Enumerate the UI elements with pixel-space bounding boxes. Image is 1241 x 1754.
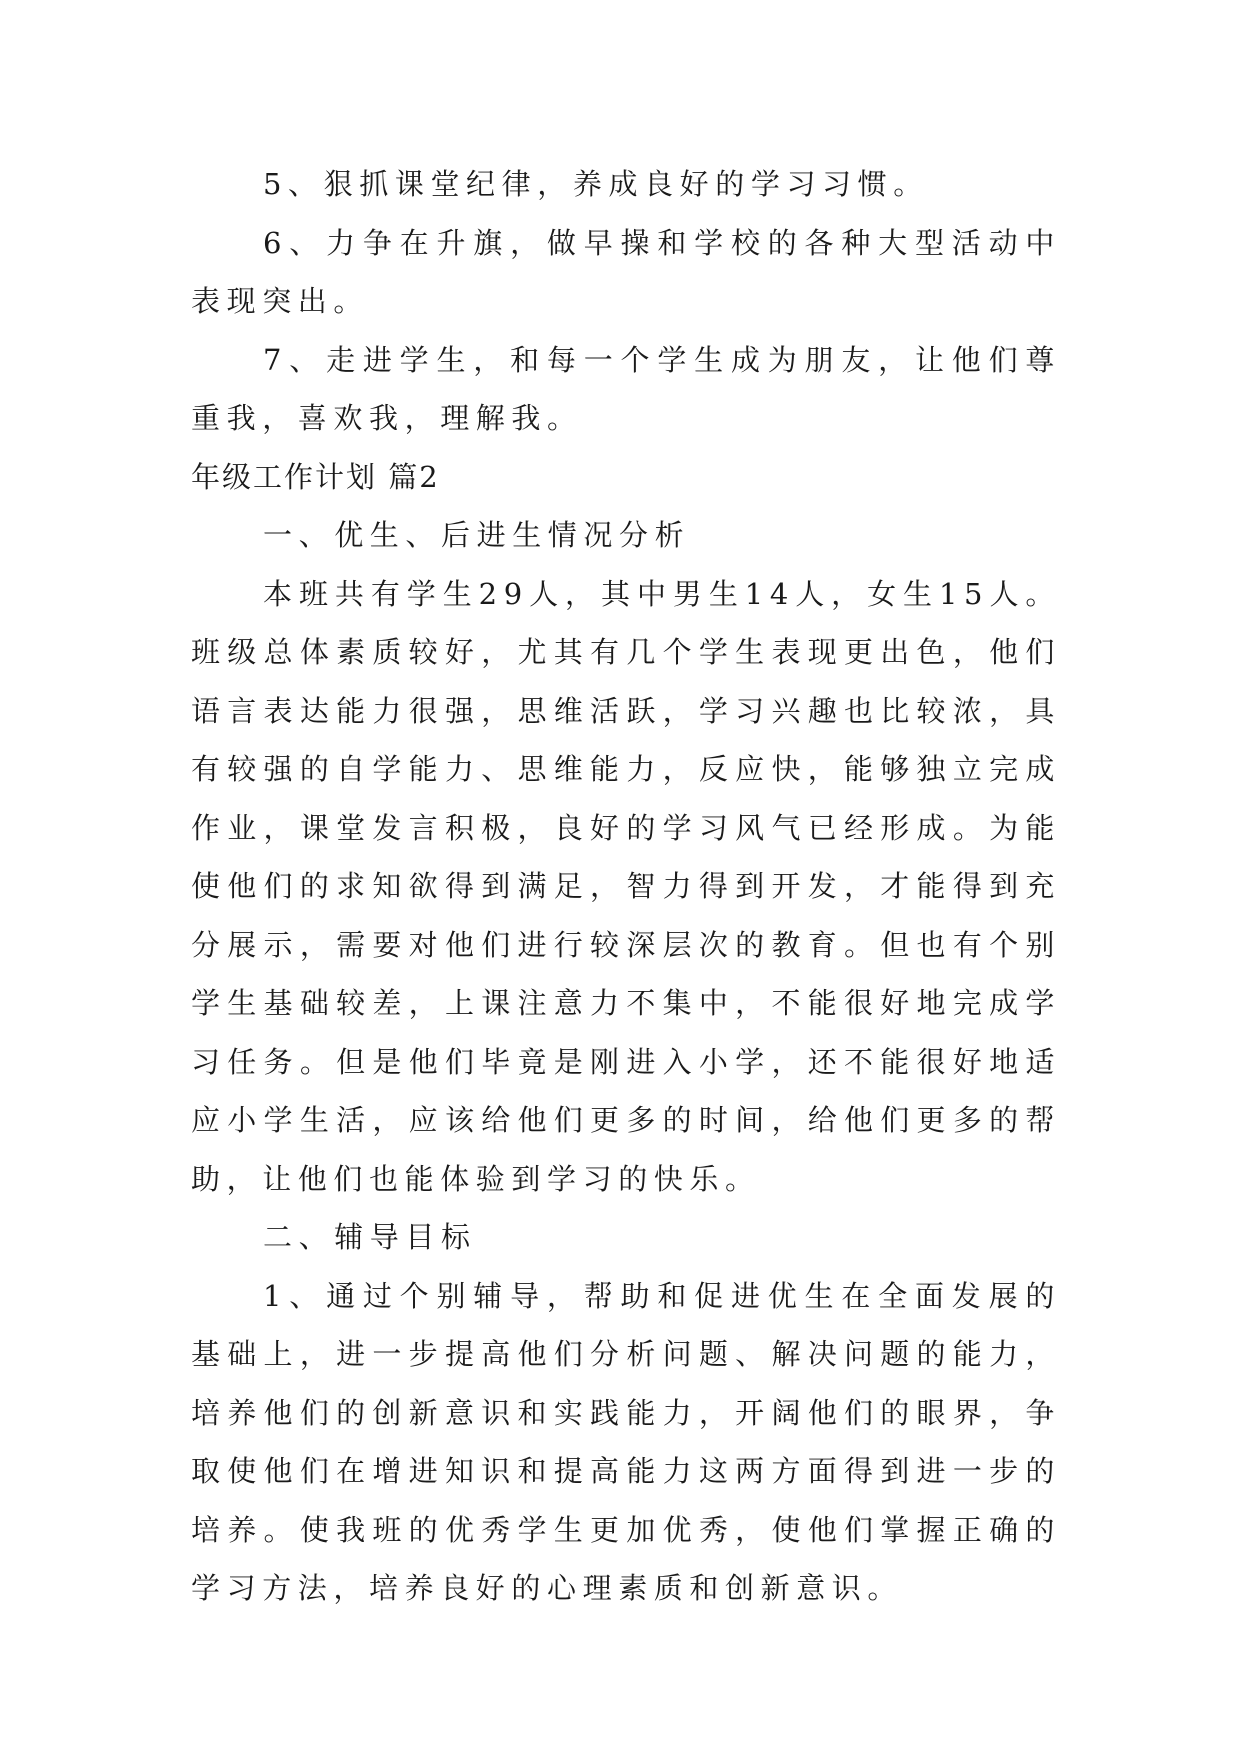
- paragraph-item-5: 5、狠抓课堂纪律，养成良好的学习习惯。: [263, 167, 929, 201]
- paragraph-goal-1: 1、通过个别辅导，帮助和促进优生在全面发展的基础上，进一步提高他们分析问题、解决问题的能力，培养他们的创新意识和实践能力，开阔他们的眼界，争取使他们在增进知识和提高能力这两方面得到进一步的培养。使我班的优秀学生更加优秀，使他们掌握正确的学习方法，培养良好的心理素质和创新意识。: [191, 1278, 1061, 1605]
- section-heading: 年级工作计划 篇2: [191, 459, 440, 494]
- document-body: [191, 155, 1061, 1618]
- subheading-analysis: 一、优生、后进生情况分析: [263, 518, 691, 552]
- paragraph-class-analysis: 本班共有学生29人，其中男生14人，女生15人。班级总体素质较好，尤其有几个学生表现更出色，他们语言表达能力很强，思维活跃，学习兴趣也比较浓，具有较强的自学能力、思维能力，反应快，能够独立完成作业，课堂发言积极，良好的学习风气已经形成。为能使他们的求知欲得到满足，智力得到开发，才能得到充分展示，需要对他们进行较深层次的教育。但也有个别学生基础较差，上课注意力不集中，不能很好地完成学习任务。但是他们毕竟是刚进入小学，还不能很好地适应小学生活，应该给他们更多的时间，给他们更多的帮助，让他们也能体验到学习的快乐。: [191, 576, 1061, 1196]
- paragraph-item-7: 7、走进学生，和每一个学生成为朋友，让他们尊重我，喜欢我，理解我。: [191, 342, 1061, 435]
- subheading-goals: 二、辅导目标: [263, 1220, 477, 1254]
- paragraph-item-6: 6、力争在升旗，做早操和学校的各种大型活动中表现突出。: [191, 225, 1061, 318]
